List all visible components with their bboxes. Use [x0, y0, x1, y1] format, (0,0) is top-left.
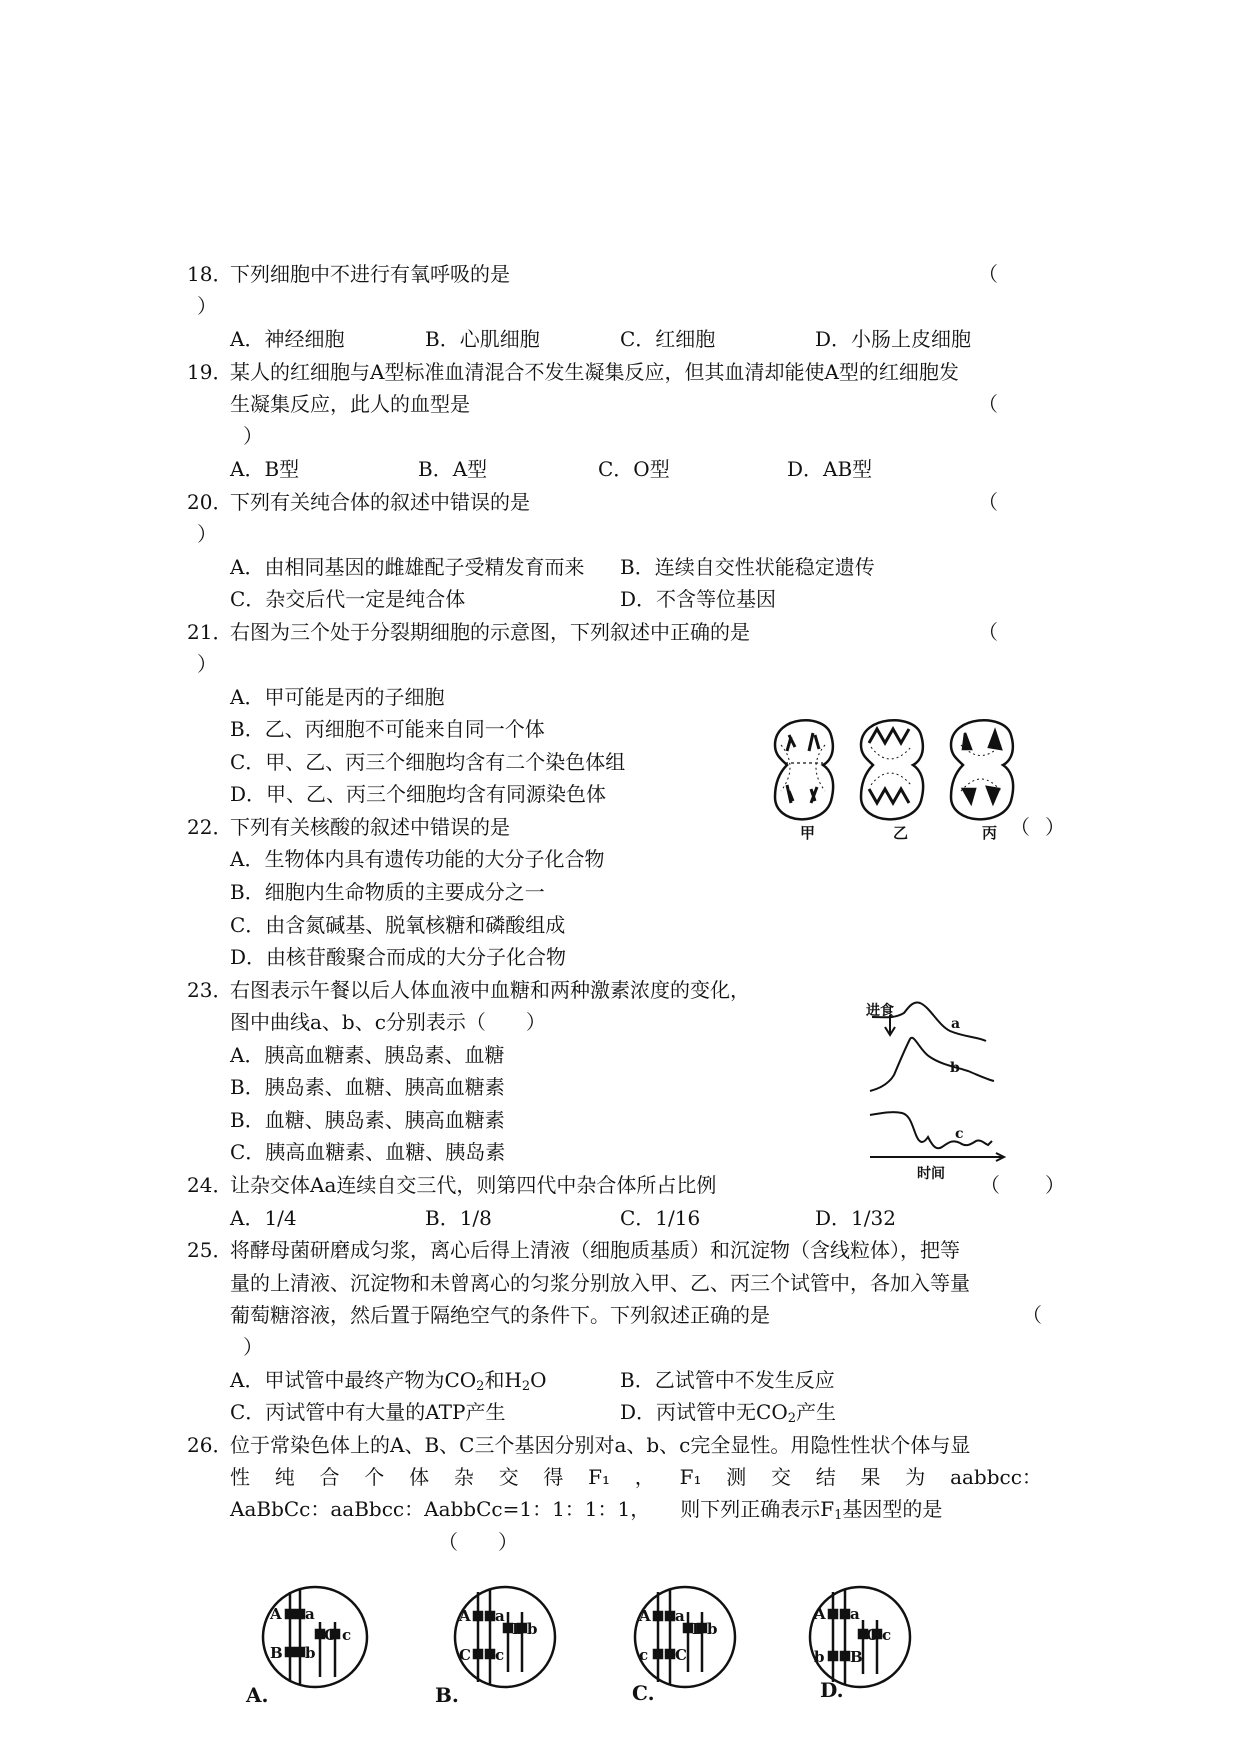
- q26-word: 性: [230, 1465, 250, 1489]
- q25-stem-line1: 将酵母菌研磨成匀浆，离心后得上清液（细胞质基质）和沉淀物（含线粒体），把等: [230, 1238, 960, 1262]
- q23-stem-line2: 图中曲线a、b、c分别表示（ ）: [230, 1010, 546, 1034]
- q18-paren-open: （: [978, 262, 998, 286]
- q20-paren-open: （: [978, 490, 998, 514]
- q23-time-label: 时间: [917, 1166, 945, 1182]
- q23-stem-line1: 右图表示午餐以后人体血液中血糖和两种激素浓度的变化，: [230, 978, 750, 1002]
- gene-label: c: [495, 1646, 505, 1664]
- q23-hormone-curve-figure: [860, 995, 1010, 1170]
- q23-option-3: B．血糖、胰岛素、胰高血糖素: [230, 1108, 505, 1132]
- gene-label: B: [512, 1620, 525, 1638]
- gene-label: b: [527, 1620, 538, 1638]
- q25-option-a-mid: 和H: [484, 1368, 522, 1392]
- q26-word: 得: [543, 1465, 564, 1489]
- q21-label-yi: 乙: [893, 824, 909, 842]
- curve-c-line: [870, 1112, 992, 1148]
- gene-label: C: [866, 1626, 878, 1644]
- q26-word: 杂: [453, 1465, 474, 1489]
- q19-paren-close: ）: [243, 424, 263, 448]
- q26-word: 交: [771, 1465, 791, 1489]
- q25-option-d-sub: 2: [787, 1411, 797, 1426]
- q20-option-a: A．由相同基因的雌雄配子受精发育而来: [230, 555, 585, 579]
- q21-label-bing: 丙: [982, 824, 998, 842]
- q25-paren-close: ）: [243, 1335, 263, 1359]
- q20-paren-close: ）: [197, 522, 217, 546]
- gene-label: c: [882, 1626, 892, 1644]
- q22-option-b: B．细胞内生命物质的主要成分之一: [230, 880, 545, 904]
- q26-stem-line2: [230, 1465, 1042, 1489]
- q18-option-d: D．小肠上皮细胞: [815, 327, 972, 351]
- q26-word: 为: [905, 1465, 926, 1489]
- q18-option-c: C．红细胞: [620, 327, 716, 351]
- q25-option-d: [620, 1400, 836, 1424]
- gene-label: A: [270, 1605, 282, 1623]
- q26-choice-b: B.: [435, 1683, 459, 1707]
- gene-label: b: [707, 1620, 718, 1638]
- q22-paren-close: ）: [1045, 815, 1065, 839]
- q26-choice-c: C.: [632, 1681, 655, 1705]
- cell-option-c: [635, 1587, 735, 1687]
- q23-curve-a-label: a: [951, 1016, 961, 1032]
- q19-number: 19．: [187, 360, 233, 384]
- q20-stem: 下列有关纯合体的叙述中错误的是: [230, 490, 530, 514]
- gene-label: a: [850, 1605, 860, 1623]
- q26-number: 26．: [187, 1433, 233, 1457]
- q26-stem-line3: [230, 1497, 942, 1521]
- q26-stem-line3-post: 基因型的是: [842, 1497, 943, 1521]
- q18-option-a: A．神经细胞: [230, 327, 345, 351]
- gene-label: a: [305, 1605, 315, 1623]
- gene-label: b: [814, 1648, 825, 1666]
- q25-stem-line3: 葡萄糖溶液，然后置于隔绝空气的条件下。下列叙述正确的是: [230, 1303, 770, 1327]
- q24-paren-close: ）: [1045, 1173, 1065, 1197]
- q21-label-jia: 甲: [800, 824, 816, 842]
- q18-stem: 下列细胞中不进行有氧呼吸的是: [230, 262, 510, 286]
- q26-choice-d: D.: [820, 1678, 844, 1702]
- q21-paren-open: （: [978, 620, 998, 644]
- gene-label: A: [639, 1607, 651, 1625]
- q26-word: 交: [498, 1465, 519, 1489]
- q23-option-1: A．胰高血糖素、胰岛素、血糖: [230, 1043, 505, 1067]
- gene-label: C: [324, 1626, 336, 1644]
- q26-word: 个: [364, 1465, 385, 1489]
- q23-eat-label: 进食: [866, 1003, 894, 1019]
- q24-stem: 让杂交体Aa连续自交三代，则第四代中杂合体所占比例: [230, 1173, 717, 1197]
- q26-word: F₁: [679, 1465, 702, 1489]
- gene-label: A: [459, 1607, 471, 1625]
- q25-option-d-post: 产生: [796, 1400, 837, 1424]
- q23-option-2: B．胰岛素、血糖、胰高血糖素: [230, 1075, 505, 1099]
- q21-option-c: C．甲、乙、丙三个细胞均含有二个染色体组: [230, 750, 626, 774]
- gene-label: b: [305, 1644, 316, 1662]
- q26-word: 合: [319, 1465, 340, 1489]
- cell-bing: [951, 720, 1013, 819]
- q26-word: 体: [409, 1465, 430, 1489]
- gene-label: c: [639, 1646, 649, 1664]
- q22-number: 22．: [187, 815, 233, 839]
- q22-option-a: A．生物体内具有遗传功能的大分子化合物: [230, 847, 605, 871]
- cell-yi: [861, 720, 923, 819]
- q25-option-d-pre: D．丙试管中无CO: [620, 1400, 788, 1424]
- q21-cell-division-figure: [765, 705, 1035, 840]
- q23-curve-c-label: c: [955, 1126, 964, 1142]
- q24-number: 24．: [187, 1173, 233, 1197]
- q18-paren-close: ）: [197, 294, 217, 318]
- q20-option-c: C．杂交后代一定是纯合体: [230, 587, 466, 611]
- q25-number: 25．: [187, 1238, 233, 1262]
- q20-option-d: D．不含等位基因: [620, 587, 777, 611]
- q26-stem-line1: 位于常染色体上的A、B、C三个基因分别对a、b、c完全显性。用隐性性状个体与显: [230, 1433, 971, 1457]
- q23-option-4: C．胰高血糖素、血糖、胰岛素: [230, 1140, 506, 1164]
- q26-word: 结: [815, 1465, 836, 1489]
- q25-stem-line2: 量的上清液、沉淀物和未曾离心的匀浆分别放入甲、乙、丙三个试管中，各加入等量: [230, 1271, 970, 1295]
- q21-paren-close: ）: [197, 652, 217, 676]
- q24-option-a: A．1/4: [230, 1206, 297, 1230]
- q18-number: 18．: [187, 262, 233, 286]
- q19-option-c: C．O型: [598, 457, 670, 481]
- q25-paren-open: （: [1022, 1303, 1042, 1327]
- q26-choice-a: A.: [246, 1683, 269, 1707]
- q19-option-a: A．B型: [230, 457, 300, 481]
- q25-option-c: C．丙试管中有大量的ATP产生: [230, 1400, 506, 1424]
- q22-paren-open: （: [1010, 815, 1030, 839]
- q25-option-a: [230, 1368, 547, 1392]
- q23-number: 23．: [187, 978, 233, 1002]
- q21-option-d: D．甲、乙、丙三个细胞均含有同源染色体: [230, 782, 607, 806]
- q19-paren-open: （: [978, 392, 998, 416]
- q24-option-c: C．1/16: [620, 1206, 701, 1230]
- gene-label: C: [675, 1646, 687, 1664]
- q26-word: F₁: [588, 1465, 611, 1489]
- q25-option-b: B．乙试管中不发生反应: [620, 1368, 835, 1392]
- q25-option-a-sub2: 2: [521, 1379, 531, 1394]
- q21-option-b: B．乙、丙细胞不可能来自同一个体: [230, 717, 545, 741]
- q21-stem: 右图为三个处于分裂期细胞的示意图，下列叙述中正确的是: [230, 620, 750, 644]
- gene-label: B: [270, 1644, 283, 1662]
- cell-jia: [775, 720, 833, 819]
- q22-stem: 下列有关核酸的叙述中错误的是: [230, 815, 510, 839]
- q21-option-a: A．甲可能是丙的子细胞: [230, 685, 445, 709]
- q20-option-b: B．连续自交性状能稳定遗传: [620, 555, 875, 579]
- q19-option-b: B．A型: [418, 457, 488, 481]
- q26-word: ，: [634, 1465, 655, 1489]
- q26-stem-line3-sub: 1: [834, 1508, 843, 1523]
- curve-b-line: [870, 1038, 994, 1091]
- q25-option-a-post: O: [530, 1368, 547, 1392]
- q23-curve-b-label: b: [950, 1060, 960, 1076]
- q26-word: 测: [726, 1465, 747, 1489]
- q22-option-c: C．由含氮碱基、脱氧核糖和磷酸组成: [230, 913, 566, 937]
- gene-label: a: [495, 1607, 505, 1625]
- q26-stem-line3-pre: AaBbCc：aaBbcc：AabbCc=1：1：1：1， 则下列正确表示F: [230, 1497, 835, 1521]
- cell-option-d: [810, 1587, 910, 1687]
- q18-option-b: B．心肌细胞: [425, 327, 540, 351]
- q26-word: 果: [860, 1465, 881, 1489]
- q25-option-a-pre: A．甲试管中最终产物为CO: [230, 1368, 477, 1392]
- q21-number: 21．: [187, 620, 233, 644]
- cell-option-b: [455, 1587, 555, 1687]
- q26-word: aabbcc：: [950, 1465, 1042, 1489]
- q19-stem-line2: 生凝集反应，此人的血型是: [230, 392, 470, 416]
- q26-word: 纯: [274, 1465, 295, 1489]
- gene-label: A: [814, 1605, 826, 1623]
- q26-chromosome-figures: [260, 1582, 1060, 1702]
- q20-number: 20．: [187, 490, 233, 514]
- q19-option-d: D．AB型: [787, 457, 873, 481]
- q24-paren-open: （: [980, 1173, 1000, 1197]
- gene-label: C: [459, 1646, 471, 1664]
- gene-label: B: [850, 1648, 863, 1666]
- gene-label: a: [675, 1607, 685, 1625]
- q26-paren: （ ）: [438, 1530, 518, 1554]
- q19-stem-line1: 某人的红细胞与A型标准血清混合不发生凝集反应，但其血清却能使A型的红细胞发: [230, 360, 959, 384]
- q24-option-d: D．1/32: [815, 1206, 896, 1230]
- cell-option-a: [263, 1587, 367, 1687]
- q24-option-b: B．1/8: [425, 1206, 492, 1230]
- gene-label: B: [692, 1620, 705, 1638]
- q25-option-a-sub1: 2: [476, 1379, 485, 1394]
- gene-label: c: [342, 1626, 352, 1644]
- q22-option-d: D．由核苷酸聚合而成的大分子化合物: [230, 945, 567, 969]
